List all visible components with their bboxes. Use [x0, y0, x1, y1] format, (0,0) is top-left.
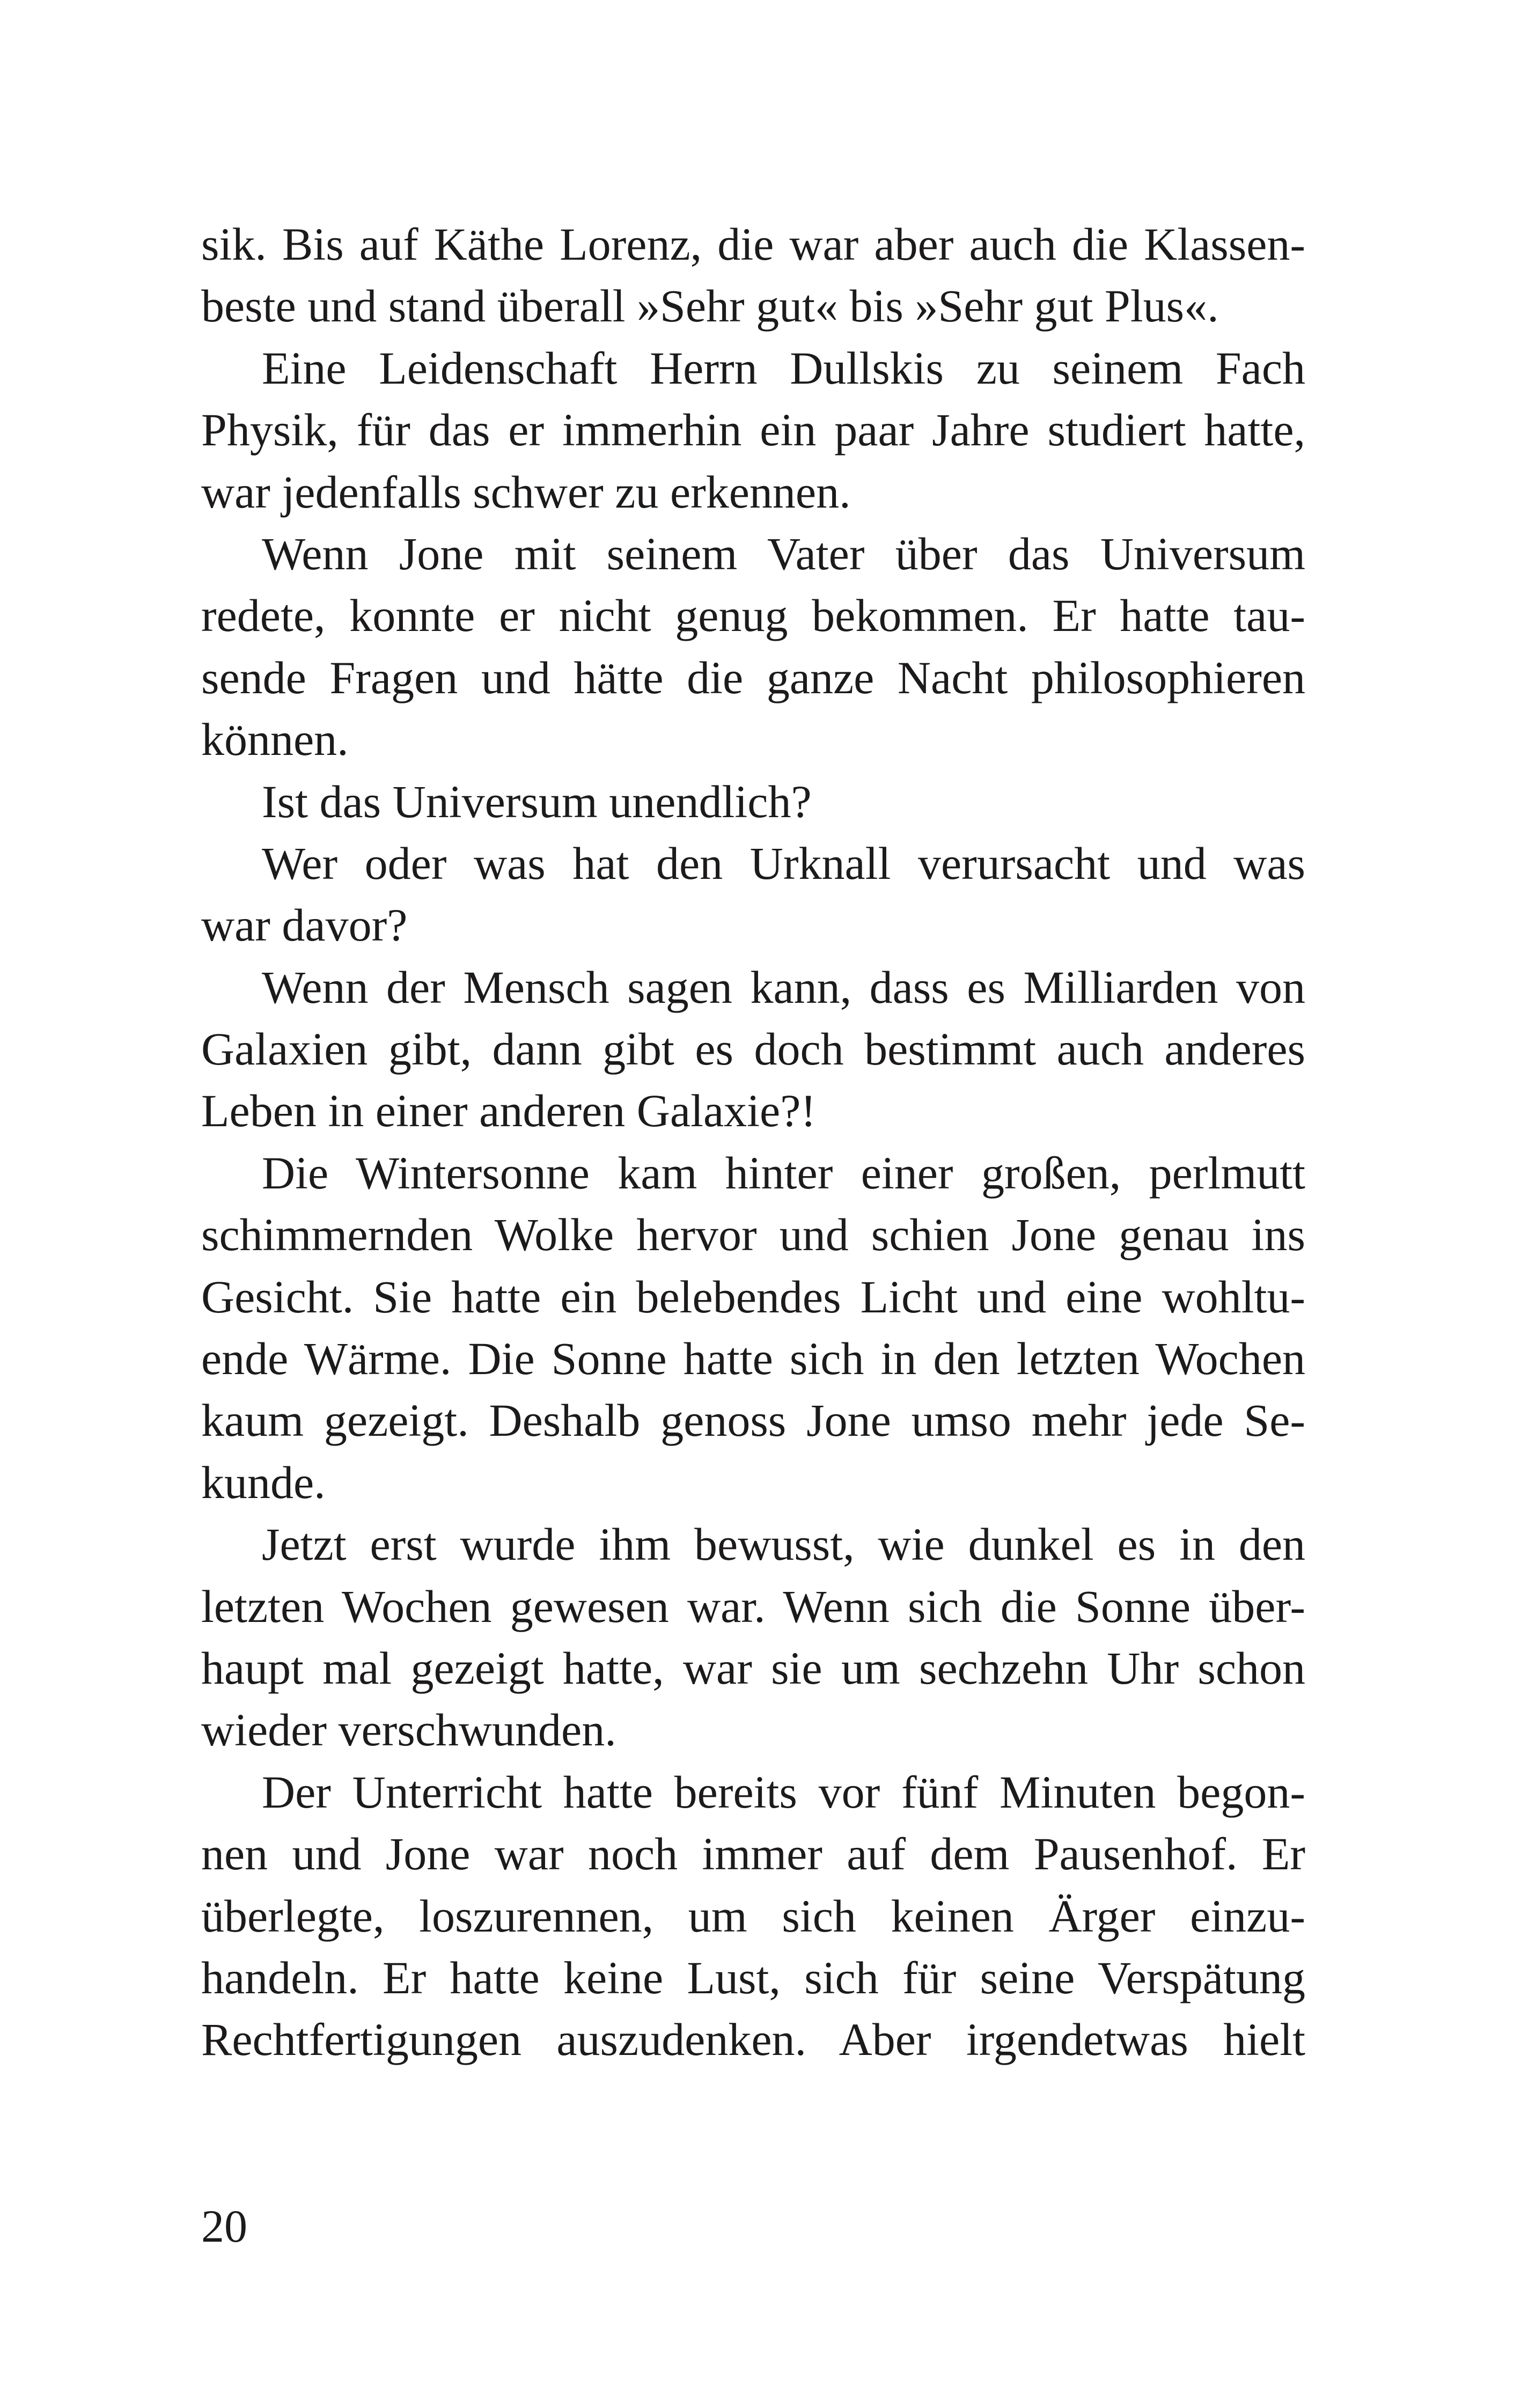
text-line: überlegte, loszurennen, um sich keinen Ärger einzu- [201, 1890, 1305, 1942]
text-line: wieder verschwunden. [201, 1704, 616, 1756]
paragraph [201, 833, 1305, 957]
text-line: schimmernden Wolke hervor und schien Jone genau ins [201, 1209, 1305, 1261]
page-number: 20 [201, 2200, 247, 2252]
text-line: nen und Jone war noch immer auf dem Pausenhof. Er [201, 1828, 1305, 1880]
text-line: Ist das Universum unendlich? [262, 775, 812, 827]
text-line: war davor? [201, 899, 408, 951]
text-line: Eine Leidenschaft Herrn Dullskis zu seinem Fach [262, 342, 1305, 394]
text-line: Wenn der Mensch sagen kann, dass es Milliarden von [262, 961, 1305, 1013]
text-line: Wenn Jone mit seinem Vater über das Universum [262, 527, 1305, 579]
paragraph [201, 1761, 1305, 2071]
text-line: letzten Wochen gewesen war. Wenn sich die Sonne über- [201, 1580, 1305, 1632]
text-line: Gesicht. Sie hatte ein belebendes Licht und eine wohltu- [201, 1271, 1305, 1323]
paragraph [201, 1142, 1305, 1514]
text-line: Jetzt erst wurde ihm bewusst, wie dunkel es in den [262, 1518, 1305, 1570]
text-line: haupt mal gezeigt hatte, war sie um sechzehn Uhr schon [201, 1642, 1305, 1694]
text-line: ende Wärme. Die Sonne hatte sich in den letzten Wochen [201, 1333, 1305, 1385]
text-line: sik. Bis auf Käthe Lorenz, die war aber auch die Klassen- [201, 218, 1305, 270]
paragraph [201, 337, 1305, 523]
paragraph [201, 214, 1305, 337]
text-line: Wer oder was hat den Urknall verursacht und was [262, 837, 1305, 889]
text-line: Der Unterricht hatte bereits vor fünf Minuten begon- [262, 1766, 1305, 1818]
paragraph [201, 957, 1305, 1142]
text-line: war jedenfalls schwer zu erkennen. [201, 466, 851, 518]
paragraph [201, 771, 1305, 833]
text-line: beste und stand überall »Sehr gut« bis »Sehr gut Plus«. [201, 280, 1219, 332]
text-line: Galaxien gibt, dann gibt es doch bestimmt auch anderes [201, 1023, 1305, 1075]
paragraph [201, 1514, 1305, 1761]
text-line: redete, konnte er nicht genug bekommen. Er hatte tau- [201, 590, 1305, 642]
text-line: Die Wintersonne kam hinter einer großen, perlmutt [262, 1147, 1305, 1199]
body-text [201, 214, 1305, 2071]
text-line: sende Fragen und hätte die ganze Nacht philosophieren [201, 651, 1305, 703]
text-line: Physik, für das er immerhin ein paar Jahre studiert hatte, [201, 404, 1305, 456]
text-line: Rechtfertigungen auszudenken. Aber irgendetwas hielt [201, 2014, 1305, 2066]
text-line: können. [201, 714, 349, 766]
text-line: Leben in einer anderen Galaxie?! [201, 1085, 817, 1137]
text-line: handeln. Er hatte keine Lust, sich für seine Verspätung [201, 1951, 1305, 2003]
text-line: kunde. [201, 1456, 326, 1508]
text-line: kaum gezeigt. Deshalb genoss Jone umso mehr jede Se- [201, 1394, 1305, 1447]
paragraph [201, 523, 1305, 771]
